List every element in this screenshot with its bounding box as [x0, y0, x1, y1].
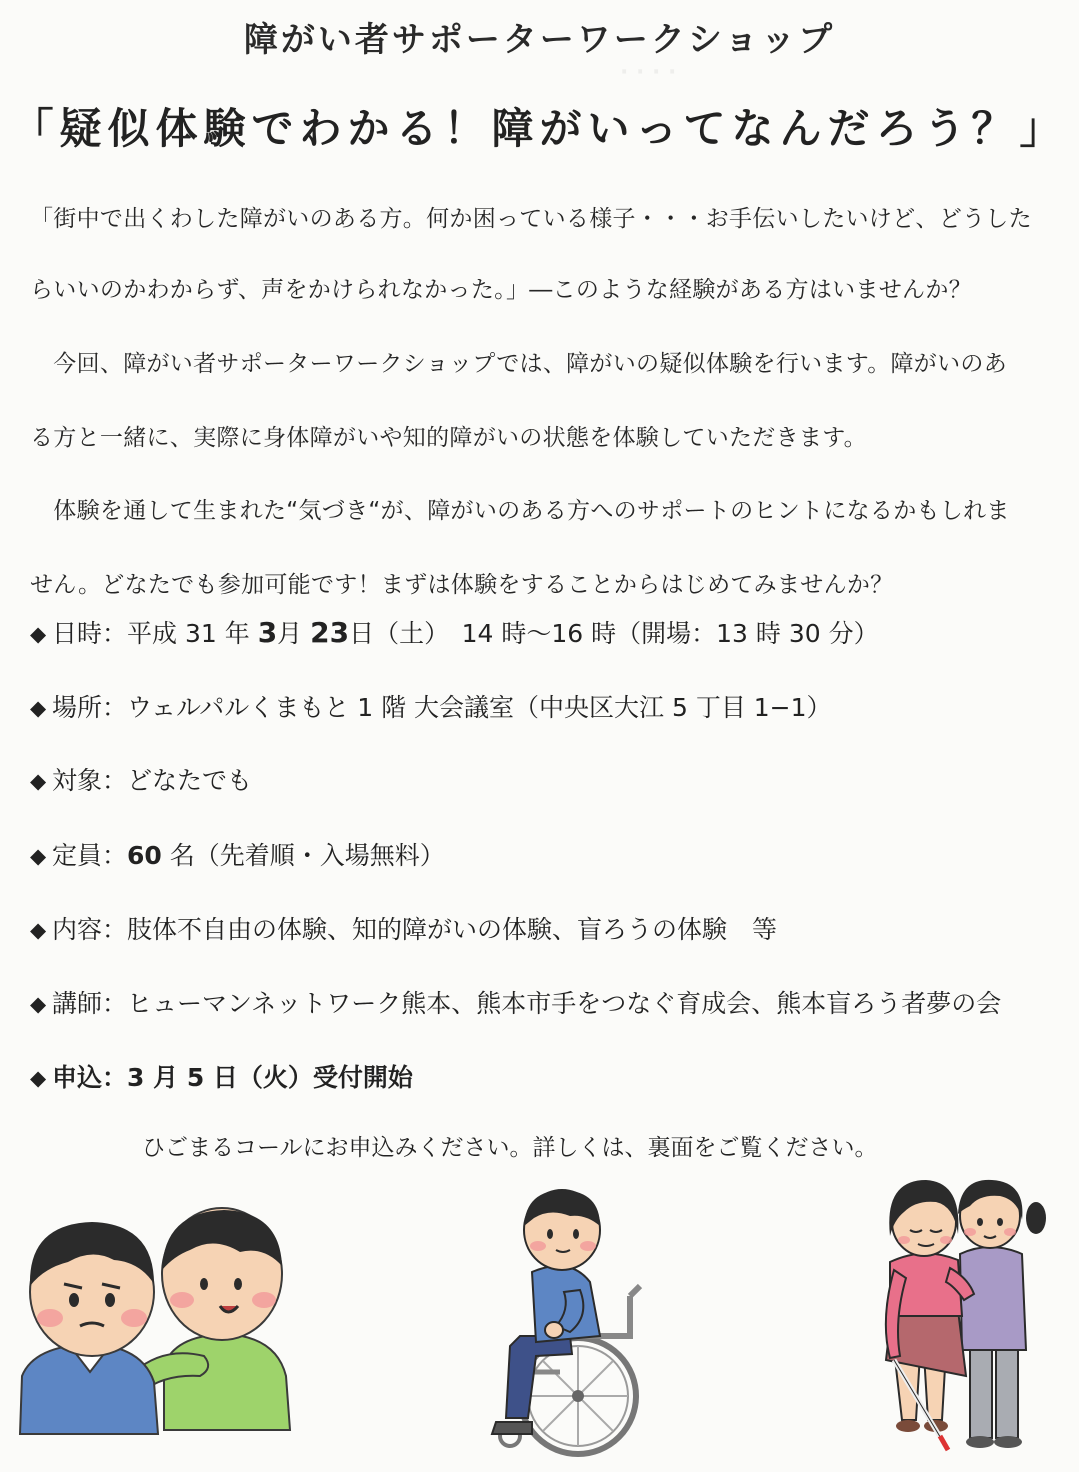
datetime-row	[30, 614, 879, 650]
application-note: ひごまるコールにお申込みください。詳しくは、裏面をご覧ください。	[142, 1135, 878, 1161]
lecturer-label: 講師：	[52, 989, 128, 1018]
capacity-row	[30, 836, 445, 872]
datetime-day: 23	[310, 616, 350, 649]
diamond-bullet-icon: ◆	[30, 918, 47, 942]
intro-line: 今回、障がい者サポーターワークショップでは、障がいの疑似体験を行います。障がいのあ	[30, 351, 1007, 377]
diamond-bullet-icon: ◆	[30, 992, 47, 1016]
datetime-label: 日時：	[52, 619, 128, 648]
diamond-bullet-icon: ◆	[30, 622, 47, 646]
intro-line: 「街中で出くわした障がいのある方。何か困っている様子・・・お手伝いしたいけど、どうした	[30, 206, 1032, 232]
intro-line: る方と一緒に、実際に身体障がいや知的障がいの状態を体験していただきます。	[30, 425, 867, 451]
capacity-rest: 名（先着順・入場無料）	[161, 841, 445, 870]
intro-line: 体験を通して生まれた“気づき“が、障がいのある方へのサポートのヒントになるかもしれま	[30, 498, 1010, 524]
target-label: 対象：	[52, 766, 128, 795]
application-value: 3 月 5 日（火）受付開始	[127, 1063, 413, 1092]
main-headline: 「疑似体験でわかる！障がいってなんだろう？」	[11, 104, 1068, 153]
diamond-bullet-icon: ◆	[30, 844, 47, 868]
content-label: 内容：	[52, 915, 128, 944]
place-row	[30, 688, 832, 724]
workshop-title: 障がい者サポーターワークショップ	[243, 20, 836, 60]
ghost-text: · · · ·	[620, 60, 677, 85]
place-label: 場所：	[52, 693, 128, 722]
capacity-number: 60	[127, 841, 162, 870]
datetime-era: 平成 31 年	[127, 619, 250, 648]
capacity-label: 定員：	[52, 841, 128, 870]
diamond-bullet-icon: ◆	[30, 696, 47, 720]
place-value: ウェルパルくまもと 1 階 大会議室（中央区大江 5 丁目 1−1）	[127, 693, 832, 722]
wheelchair-user-icon	[440, 1186, 660, 1466]
content-row	[30, 910, 777, 946]
diamond-bullet-icon: ◆	[30, 769, 47, 793]
datetime-month-unit: 月	[277, 619, 303, 648]
two-men-supporting-icon	[14, 1196, 304, 1436]
application-label: 申込：	[52, 1063, 128, 1092]
target-row	[30, 761, 252, 797]
lecturer-value: ヒューマンネットワーク熊本、熊本市手をつなぐ育成会、熊本盲ろう者夢の会	[127, 989, 1002, 1018]
lecturer-row	[30, 984, 1001, 1020]
intro-line: らいいのかわからず、声をかけられなかった。」―このような経験がある方はいませんか？	[30, 277, 972, 303]
content-value: 肢体不自由の体験、知的障がいの体験、盲ろうの体験 等	[127, 915, 778, 944]
guide-walking-blind-person-icon	[850, 1150, 1060, 1460]
datetime-month: 3	[257, 616, 278, 649]
application-row	[30, 1058, 413, 1094]
target-value: どなたでも	[127, 766, 253, 795]
diamond-bullet-icon: ◆	[30, 1066, 47, 1090]
intro-line: せん。どなたでも参加可能です！まずは体験をすることからはじめてみませんか？	[30, 572, 894, 598]
datetime-rest: 日（土） 14 時～16 時（開場：13 時 30 分）	[349, 619, 879, 648]
